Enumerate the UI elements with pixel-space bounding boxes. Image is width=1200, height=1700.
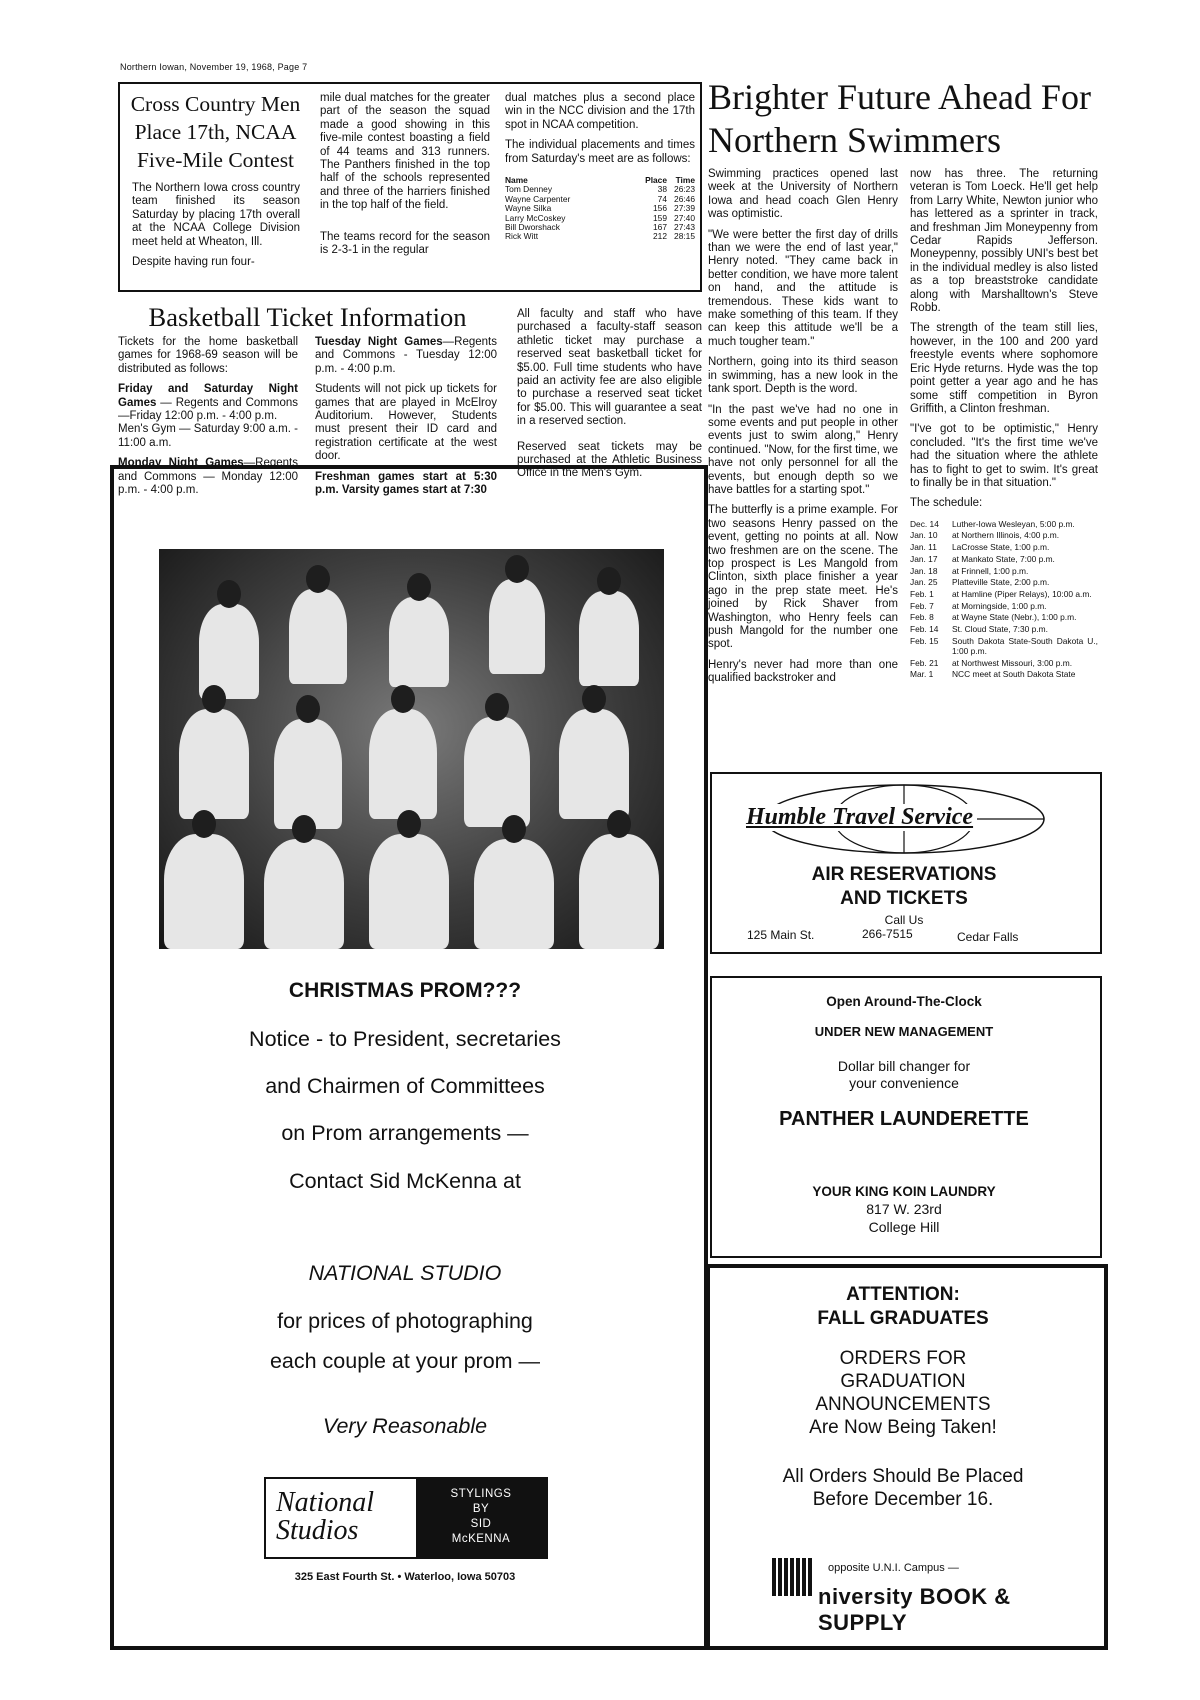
paragraph: Men's Gym — Saturday 9:00 a.m. - 11:00 a.m. <box>118 423 298 449</box>
swimmers-column-2 <box>910 168 1098 681</box>
launderette-line: Dollar bill changer for <box>837 1058 971 1074</box>
paragraph <box>315 336 497 376</box>
schedule-event: Luther-Iowa Wesleyan, 5:00 p.m. <box>952 518 1075 529</box>
launderette-line: Open Around-The-Clock <box>826 994 982 1009</box>
grad-line: Before December 16. <box>812 1489 994 1510</box>
results-time: 26:46 <box>674 193 695 204</box>
grad-line: GRADUATION <box>840 1371 966 1392</box>
fall-graduates-ad <box>706 1264 1108 1650</box>
launderette-name: PANTHER LAUNDERETTE <box>779 1108 1029 1130</box>
prom-title: CHRISTMAS PROM??? <box>288 979 522 1002</box>
cross-country-column-3 <box>505 92 695 242</box>
prom-line: each couple at your prom — <box>269 1349 541 1373</box>
schedule-event: at Wayne State (Nebr.), 1:00 p.m. <box>952 612 1077 623</box>
results-place: 156 <box>653 203 667 214</box>
schedule-date: Feb. 8 <box>910 612 934 623</box>
paragraph: "We were better the first day of drills than we were the end of last year," Henry noted. "They came back in better condition, we have more talent on hand, and the attitude is tremendous. These kids want to make something of this team. If they can keep this attitude we'll be a much tougher team." <box>708 228 898 348</box>
schedule-event: at Northwest Missouri, 3:00 p.m. <box>952 657 1073 668</box>
schedule-event: at Northern Illinois, 4:00 p.m. <box>952 530 1060 541</box>
swim-schedule <box>910 519 1098 680</box>
schedule-date: Feb. 15 <box>910 635 939 646</box>
schedule-row <box>910 624 1098 634</box>
results-place: 74 <box>657 193 667 204</box>
results-table <box>505 176 695 242</box>
schedule-row <box>910 542 1098 552</box>
schedule-row <box>910 658 1098 668</box>
panther-launderette-ad <box>710 976 1102 1258</box>
stylings-line: SID <box>470 1518 492 1530</box>
paragraph: Freshman games start at 5:30 p.m. Varsity games start at 7:30 <box>315 470 497 497</box>
results-time: 26:23 <box>674 184 695 195</box>
paragraph: Northern, going into its third season in swimming, has a new look in the tank sport. Depth is the word. <box>708 356 898 396</box>
results-name-header: Name <box>505 175 528 186</box>
results-name: Tom Denney <box>505 184 553 195</box>
schedule-event: NCC meet at South Dakota State <box>952 669 1076 680</box>
prom-line: on Prom arrangements — <box>281 1121 529 1145</box>
paragraph: The individual placements and times from Saturday's meet are as follows: <box>505 139 695 165</box>
cross-country-column-2 <box>320 92 490 257</box>
results-time: 27:40 <box>674 212 695 223</box>
paragraph: Tickets for the home basketball games for 1968-69 season will be distributed as follows: <box>118 336 298 375</box>
university-logo-icon <box>772 1558 814 1596</box>
results-row <box>505 232 695 241</box>
results-time: 27:39 <box>674 203 695 214</box>
paragraph: The butterfly is a prime example. For two seasons Henry passed on the event, getting no points at all. Now two freshmen are on the scene. The top prospect is Les Mangold from Clinton, sixth place finisher a year ago in the prep state meet. He's joined by Rick Shaver from Washington, who Henry feels can push Mangold for the number one spot. <box>708 504 898 651</box>
grad-line: ANNOUNCEMENTS <box>815 1394 991 1415</box>
humble-travel-logo: Humble Travel Service <box>742 804 977 831</box>
schedule-row <box>910 554 1098 564</box>
prom-line: Notice - to President, secretaries <box>249 1027 561 1051</box>
schedule-date: Jan. 11 <box>910 542 937 553</box>
christmas-prom-ad <box>110 465 708 1650</box>
cross-country-article <box>118 82 702 292</box>
paragraph <box>118 383 298 423</box>
schedule-event: at Mankato State, 7:00 p.m. <box>952 553 1055 564</box>
schedule-date: Dec. 14 <box>910 518 939 529</box>
results-time-header: Time <box>675 175 695 186</box>
launderette-line: UNDER NEW MANAGEMENT <box>814 1024 994 1039</box>
schedule-row <box>910 589 1098 599</box>
paragraph: The schedule: <box>910 497 983 510</box>
results-place: 212 <box>653 231 667 242</box>
results-name: Wayne Silka <box>505 203 552 214</box>
schedule-row <box>910 577 1098 587</box>
schedule-event: at Hamline (Piper Relays), 10:00 a.m. <box>952 588 1092 599</box>
studio-address: 325 East Fourth St. • Waterloo, Iowa 50703 <box>294 1571 516 1583</box>
results-name: Larry McCoskey <box>505 212 566 223</box>
schedule-event: Platteville State, 2:00 p.m. <box>952 577 1050 588</box>
group-photo <box>159 549 664 949</box>
grad-line: All Orders Should Be Placed <box>782 1466 1024 1487</box>
cross-country-column-1 <box>132 182 300 269</box>
results-place: 167 <box>653 222 667 233</box>
opposite-campus: opposite U.N.I. Campus — <box>828 1562 959 1574</box>
launderette-line: YOUR KING KOIN LAUNDRY <box>812 1184 996 1199</box>
stylings-block <box>416 1479 546 1557</box>
launderette-line: College Hill <box>868 1219 940 1235</box>
paragraph: Reserved seat tickets may be purchased at the Athletic Business Office in the Men's Gym. <box>517 440 702 480</box>
schedule-event: LaCrosse State, 1:00 p.m. <box>952 542 1050 553</box>
humble-travel-ad <box>710 772 1102 954</box>
schedule-row <box>910 669 1098 679</box>
schedule-event: St. Cloud State, 7:30 p.m. <box>952 624 1048 635</box>
monday-text: —Regents and Commons — Monday 12:00 p.m. - 4:00 p.m. <box>118 457 298 497</box>
cross-country-headline: Cross Country Men Place 17th, NCAA Five-Mile Contest <box>130 92 301 172</box>
paragraph: All faculty and staff who have purchased a faculty-staff season athletic ticket may purchase a reserved seat basketball ticket for $5.00. Full time students who have paid an activity fee are also eligible to purchase a reserved seat ticket for $5.00. This will guarantee a seat in a reserved section. <box>517 308 702 428</box>
launderette-line: your convenience <box>849 1075 959 1091</box>
schedule-row <box>910 530 1098 540</box>
schedule-row <box>910 519 1098 529</box>
schedule-date: Feb. 14 <box>910 624 939 635</box>
schedule-row <box>910 636 1098 656</box>
university-book-supply: niversity BOOK & SUPPLY <box>818 1584 1011 1635</box>
paragraph: The strength of the team still lies, however, in the 100 and 200 yard freestyle events where sophomore Eric Hyde returns. Hyde was the top point getter a year ago and he has some stiff competition in Byron Griffith, a Clinton freshman. <box>910 322 1098 415</box>
page-folio: Northern Iowan, November 19, 1968, Page 7 <box>120 62 308 72</box>
paragraph: dual matches plus a second place win in the NCC division and the 17th spot in NCAA competition. <box>505 92 695 131</box>
friday-text: — Regents and Commons —Friday 12:00 p.m. - 4:00 p.m. <box>118 396 298 423</box>
travel-phone: 266-7515 <box>862 927 913 941</box>
very-reasonable: Very Reasonable <box>322 1414 488 1438</box>
grad-attention: ATTENTION: <box>846 1284 960 1305</box>
schedule-date: Feb. 21 <box>910 657 939 668</box>
swimmers-headline: Brighter Future Ahead For Northern Swimmers <box>708 77 1091 160</box>
basketball-headline: Basketball Ticket Information <box>148 302 467 332</box>
results-time: 28:15 <box>674 231 695 242</box>
basketball-column-3 <box>517 308 702 481</box>
stylings-line: BY <box>472 1503 490 1515</box>
national-studios-signature: National Studios <box>276 1487 375 1546</box>
call-us: Call Us <box>884 913 924 927</box>
schedule-row <box>910 601 1098 611</box>
schedule-date: Jan. 25 <box>910 577 938 588</box>
tuesday-label: Tuesday Night Games <box>315 336 443 348</box>
schedule-date: Jan. 17 <box>910 553 938 564</box>
schedule-event: South Dakota State-South Dakota U., 1:00 p.m. <box>952 635 1098 656</box>
paragraph: The teams record for the season is 2-3-1 in the regular <box>320 230 490 257</box>
results-place: 159 <box>653 212 667 223</box>
schedule-date: Jan. 10 <box>910 530 938 541</box>
tuesday-text: —Regents and Commons - Tuesday 12:00 p.m. - 4:00 p.m. <box>315 336 497 375</box>
results-place-header: Place <box>645 175 667 186</box>
schedule-row <box>910 566 1098 576</box>
schedule-event: at Frinnell, 1:00 p.m. <box>952 565 1029 576</box>
grad-fall-graduates: FALL GRADUATES <box>817 1308 989 1329</box>
paragraph: Despite having run four- <box>132 256 255 269</box>
paragraph: now has three. The returning veteran is Tom Loeck. He'll get help from Larry White, Newton junior who has lettered as a sprinter in track, and freshman Jim Moneypenny from Cedar Rapids Jefferson. Moneypenny, possibly UNI's best bet in the individual medley is also listed as a top breaststroke candidate along with Marshalltown's Steve Robb. <box>910 168 1098 315</box>
results-name: Wayne Carpenter <box>505 193 571 204</box>
and-tickets: AND TICKETS <box>840 888 968 909</box>
travel-city: Cedar Falls <box>957 930 1019 944</box>
schedule-row <box>910 612 1098 622</box>
air-reservations: AIR RESERVATIONS <box>811 864 997 885</box>
grad-line: ORDERS FOR <box>839 1348 967 1369</box>
prom-line: Contact Sid McKenna at <box>289 1169 521 1193</box>
stylings-line: STYLINGS <box>450 1488 512 1500</box>
studio-name: NATIONAL STUDIO <box>308 1261 502 1285</box>
results-place: 38 <box>657 184 667 195</box>
results-name: Rick Witt <box>505 231 539 242</box>
launderette-line: 817 W. 23rd <box>866 1201 942 1217</box>
schedule-event: at Morningside, 1:00 p.m. <box>952 600 1047 611</box>
paragraph: "In the past we've had no one in some events and put people in other events just to swim along," Henry continued. "Now, for the first time, we have not only personnel for all the events, but enough depth so we have battles for a starting spot." <box>708 403 898 496</box>
paragraph: Henry's never had more than one qualified backstroker and <box>708 658 898 685</box>
paragraph: Swimming practices opened last week at the University of Northern Iowa and head coach Glen Henry was optimistic. <box>708 168 898 221</box>
travel-street: 125 Main St. <box>747 928 815 942</box>
schedule-date: Jan. 18 <box>910 565 938 576</box>
results-time: 27:43 <box>674 222 695 233</box>
schedule-date: Feb. 7 <box>910 600 934 611</box>
prom-line: and Chairmen of Committees <box>265 1074 545 1098</box>
paragraph: The Northern Iowa cross country team finished its season Saturday by placing 17th overall at the NCAA College Division meet held at Wheaton, Ill. <box>132 182 300 248</box>
prom-line: for prices of photographing <box>277 1309 533 1333</box>
schedule-date: Mar. 1 <box>910 669 934 680</box>
national-studios-logo <box>264 1477 548 1559</box>
schedule-date: Feb. 1 <box>910 588 934 599</box>
monday-label: Monday Night Games <box>118 457 244 470</box>
friday-label: Friday and Saturday Night Games <box>118 383 298 409</box>
grad-line: Are Now Being Taken! <box>809 1417 997 1438</box>
paragraph: Students will not pick up tickets for games that are played in McElroy Auditorium. However, Students must present their ID card and registration certificate at the west door. <box>315 383 497 463</box>
swimmers-column-1 <box>708 168 898 686</box>
stylings-line: McKENNA <box>451 1533 511 1545</box>
results-name: Bill Dworshack <box>505 222 560 233</box>
paragraph: mile dual matches for the greater part of the season the squad made a good showing in this five-mile contest boasting a field of 44 teams and 313 runners. The Panthers finished in the top half of the schools represented and three of the harriers finished in the top half of the field. <box>320 92 490 212</box>
paragraph: "I've got to be optimistic," Henry concluded. "It's the first time we've had the situation where the athlete has to fight to get to swim. It's great to finally be in that situation." <box>910 423 1098 489</box>
